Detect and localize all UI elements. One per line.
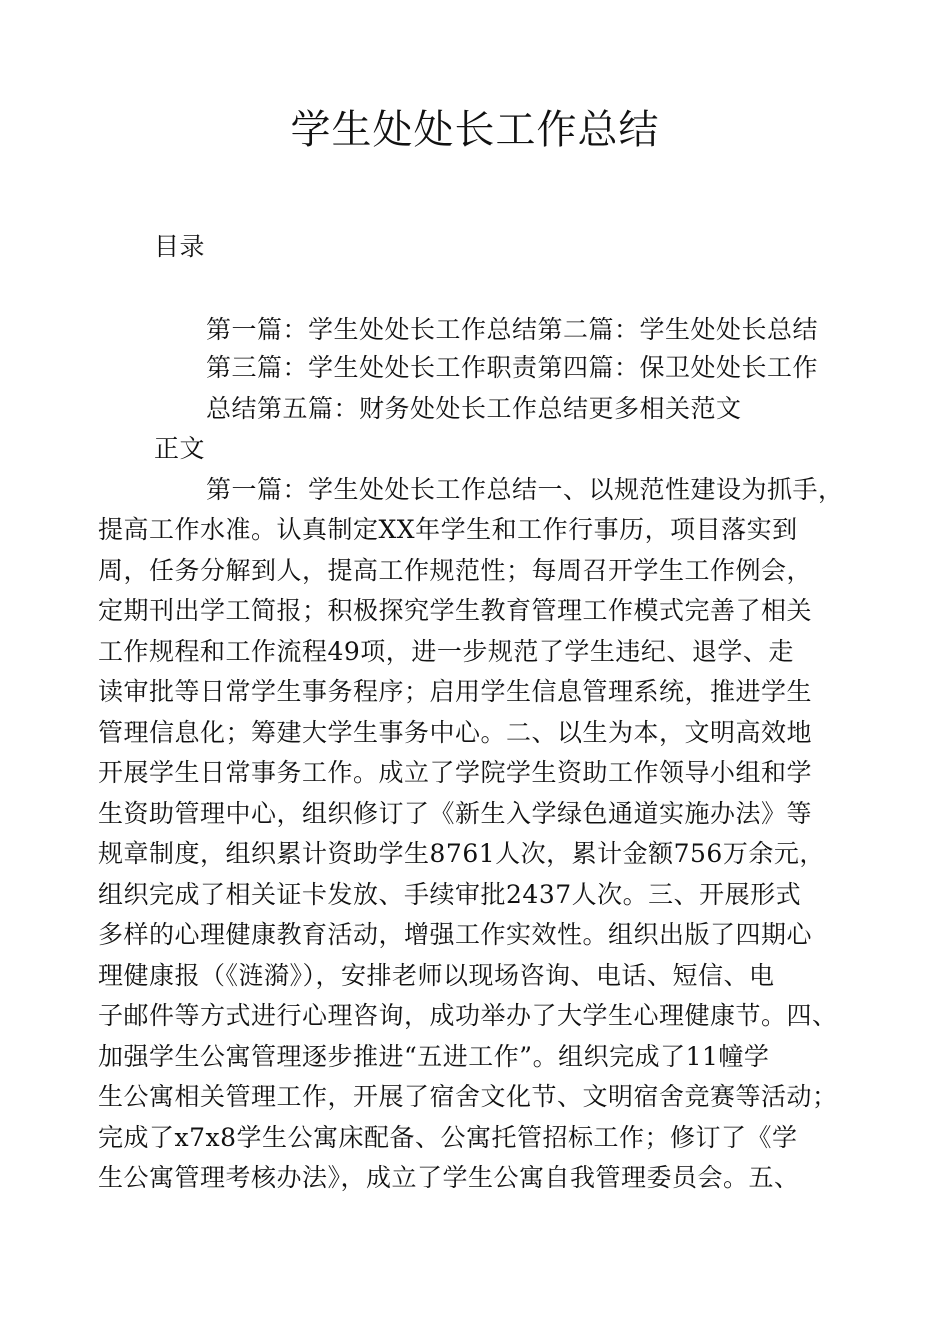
toc-heading: 目录 (154, 232, 206, 261)
body-line: 周，任务分解到人，提高工作规范性；每周召开学生工作例会， (98, 556, 813, 585)
body-line: 子邮件等方式进行心理咨询，成功举办了大学生心理健康节。四、 (98, 1001, 838, 1030)
body-line: 生公寓相关管理工作，开展了宿舍文化节、文明宿舍竞赛等活动； (98, 1082, 838, 1111)
body-line: 管理信息化；筹建大学生事务中心。二、以生为本，文明高效地 (98, 718, 813, 747)
toc-line: 第一篇：学生处处长工作总结第二篇：学生处处长总结 (206, 315, 819, 344)
body-line: 开展学生日常事务工作。成立了学院学生资助工作领导小组和学 (98, 758, 813, 787)
toc-line: 第三篇：学生处处长工作职责第四篇：保卫处处长工作 (206, 353, 819, 382)
body-line: 规章制度，组织累计资助学生8761人次，累计金额756万余元， (98, 839, 825, 868)
body-line: 定期刊出学工简报；积极探究学生教育管理工作模式完善了相关 (98, 596, 813, 625)
toc-line: 总结第五篇：财务处处长工作总结更多相关范文 (206, 394, 742, 423)
body-line: 完成了x7x8学生公寓床配备、公寓托管招标工作；修订了《学 (98, 1123, 798, 1152)
body-line: 组织完成了相关证卡发放、手续审批2437人次。三、开展形式 (98, 880, 802, 909)
body-line: 加强学生公寓管理逐步推进“五进工作”。组织完成了11幢学 (98, 1042, 770, 1071)
body-line: 生资助管理中心，组织修订了《新生入学绿色通道实施办法》等 (98, 799, 813, 828)
body-line: 提高工作水准。认真制定XX年学生和工作行事历，项目落实到 (98, 515, 798, 544)
document-title: 学生处处长工作总结 (290, 107, 660, 153)
body-line: 生公寓管理考核办法》，成立了学生公寓自我管理委员会。五、 (98, 1163, 800, 1192)
body-line: 第一篇：学生处处长工作总结一、以规范性建设为抓手， (206, 475, 844, 504)
body-heading: 正文 (154, 434, 206, 463)
body-line: 工作规程和工作流程49项，进一步规范了学生违纪、退学、走 (98, 637, 794, 666)
body-line: 理健康报（《涟漪》），安排老师以现场咨询、电话、短信、电 (98, 961, 775, 990)
body-line: 读审批等日常学生事务程序；启用学生信息管理系统，推进学生 (98, 677, 813, 706)
body-line: 多样的心理健康教育活动，增强工作实效性。组织出版了四期心 (98, 920, 813, 949)
